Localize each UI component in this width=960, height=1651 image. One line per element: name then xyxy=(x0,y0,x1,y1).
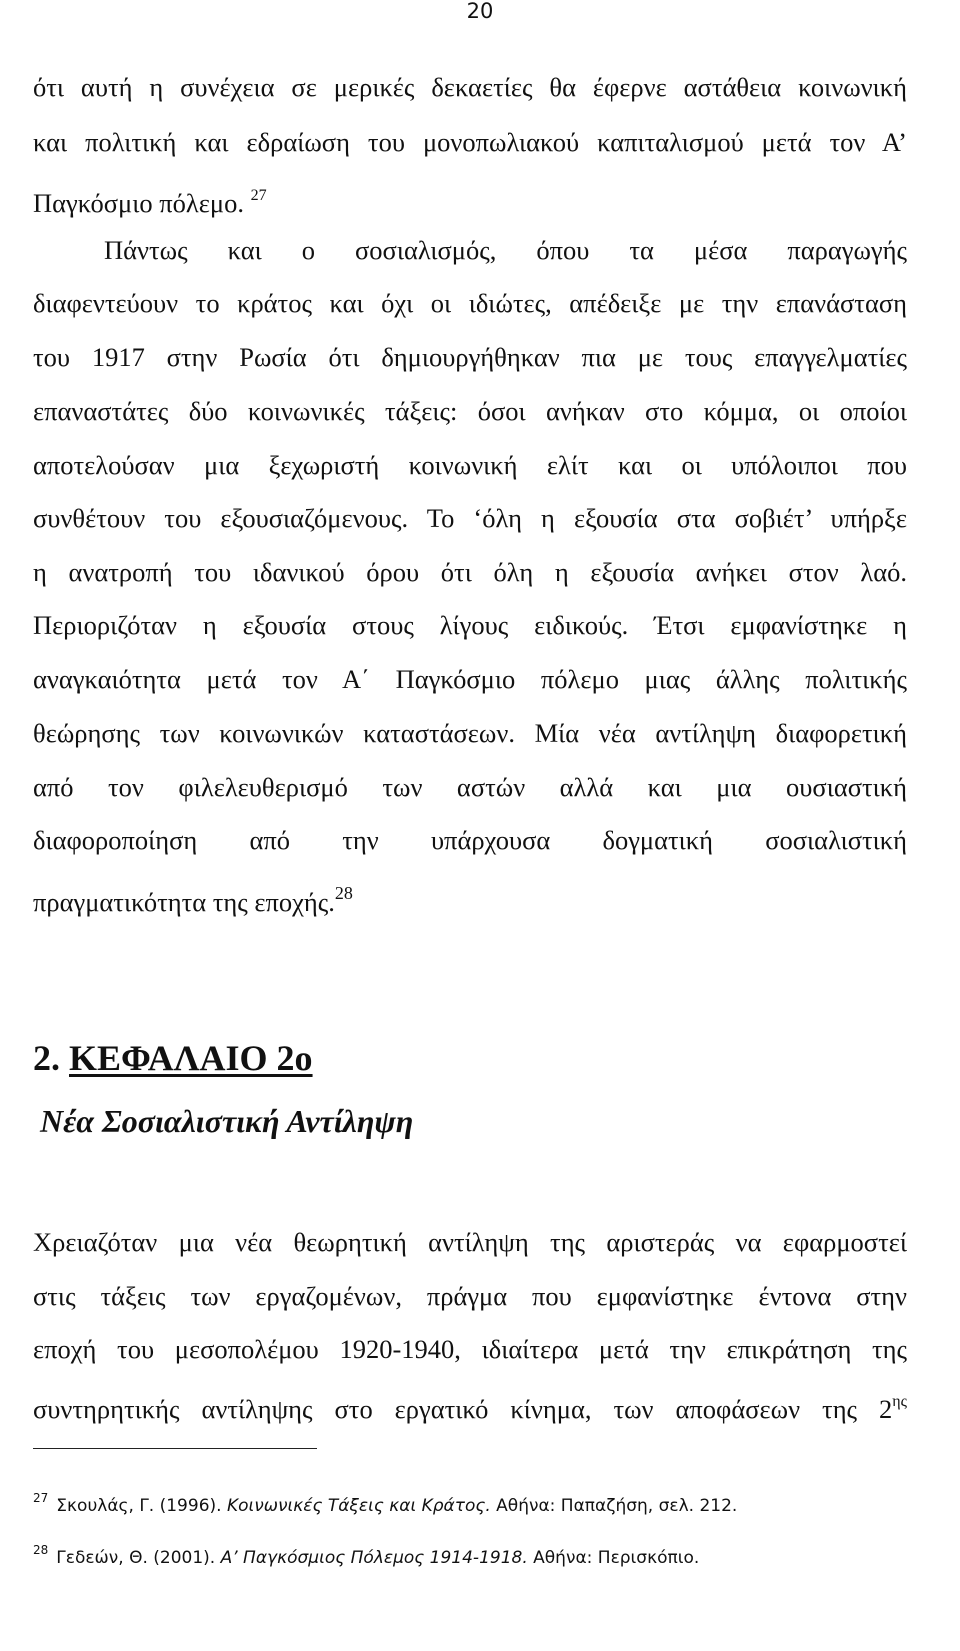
body-text-line: διαφοροποίηση από την υπάρχουσα δογματική σοσιαλιστική xyxy=(33,825,907,855)
chapter-title-text: ΚΕΦΑΛΑΙΟ 2ο xyxy=(69,1038,313,1078)
footnote xyxy=(33,1538,699,1570)
footnote-separator xyxy=(33,1448,317,1449)
footnote-reference[interactable]: 28 xyxy=(334,883,353,903)
body-text-line xyxy=(33,877,907,918)
body-text-line: Χρειαζόταν μια νέα θεωρητική αντίληψη της αριστεράς να εφαρμοστεί xyxy=(33,1227,907,1257)
chapter-number: 2. xyxy=(33,1038,60,1078)
body-text-line: αποτελούσαν μια ξεχωριστή κοινωνική ελίτ και οι υπόλοιποι που xyxy=(33,450,907,480)
body-text-line: και πολιτική και εδραίωση του μονοπωλιακού καπιταλισμού μετά τον Α’ xyxy=(33,127,907,157)
body-text-line: εποχή του μεσοπολέμου 1920-1940, ιδιαίτερα μετά την επικράτηση της xyxy=(33,1334,907,1364)
body-text-line: ότι αυτή η συνέχεια σε μερικές δεκαετίες θα έφερνε αστάθεια κοινωνική xyxy=(33,72,907,102)
ordinal-suffix: ης xyxy=(892,1393,907,1410)
body-text-segment: Παγκόσμιο πόλεμο. xyxy=(33,188,244,218)
body-text-line: συνθέτουν του εξουσιαζόμενους. Το ‘όλη η εξουσία στα σοβιέτ’ υπήρξε xyxy=(33,503,907,533)
body-text-line: διαφεντεύουν το κράτος και όχι οι ιδιώτες, απέδειξε με την επανάσταση xyxy=(33,288,907,318)
footnote-reference[interactable]: 27 xyxy=(250,187,267,204)
footnote-publisher: Αθήνα: Παπαζήση, σελ. 212. xyxy=(496,1496,738,1516)
body-text-line: Περιοριζόταν η εξουσία στους λίγους ειδικούς. Έτσι εμφανίστηκε η xyxy=(33,610,907,640)
body-text-line: επαναστάτες δύο κοινωνικές τάξεις: όσοι ανήκαν στο κόμμα, οι οποίοι xyxy=(33,396,907,426)
body-text-line: στις τάξεις των εργαζομένων, πράγμα που εμφανίστηκε έντονα στην xyxy=(33,1281,907,1311)
body-text-line: του 1917 στην Ρωσία ότι δημιουργήθηκαν πια με τους επαγγελματίες xyxy=(33,342,907,372)
page-number: 20 xyxy=(466,0,494,23)
footnote-publisher: Αθήνα: Περισκόπιο. xyxy=(533,1548,700,1568)
body-text-segment: πραγματικότητα της εποχής. xyxy=(33,887,335,917)
footnote-author: Σκουλάς, Γ. (1996). xyxy=(56,1496,222,1516)
body-text-line: θεώρησης των κοινωνικών καταστάσεων. Μία νέα αντίληψη διαφορετική xyxy=(33,718,907,748)
body-text-segment: συντηρητικής αντίληψης στο εργατικό κίνημα, των αποφάσεων της 2 xyxy=(33,1394,893,1424)
footnote-title: Α’ Παγκόσμιος Πόλεμος 1914-1918. xyxy=(220,1548,528,1568)
body-text-line xyxy=(33,1386,907,1425)
body-text-line: από τον φιλελευθερισμό των αστών αλλά και μια ουσιαστική xyxy=(33,772,907,802)
chapter-subtitle: Νέα Σοσιαλιστική Αντίληψη xyxy=(40,1103,414,1139)
footnote-number: 28 xyxy=(33,1543,49,1557)
footnote-author: Γεδεών, Θ. (2001). xyxy=(56,1548,216,1568)
footnote-title: Κοινωνικές Τάξεις και Κράτος. xyxy=(226,1496,491,1516)
footnote-number: 27 xyxy=(33,1491,49,1505)
body-text-line: η ανατροπή του ιδανικού όρου ότι όλη η εξουσία ανήκει στον λαό. xyxy=(33,557,907,587)
body-text-line: Πάντως και ο σοσιαλισμός, όπου τα μέσα παραγωγής xyxy=(104,235,907,265)
footnote xyxy=(33,1486,737,1518)
body-text-line: αναγκαιότητα μετά τον Α΄ Παγκόσμιο πόλεμο μιας άλλης πολιτικής xyxy=(33,664,907,694)
body-text-line xyxy=(33,180,907,219)
chapter-title xyxy=(33,1036,313,1080)
